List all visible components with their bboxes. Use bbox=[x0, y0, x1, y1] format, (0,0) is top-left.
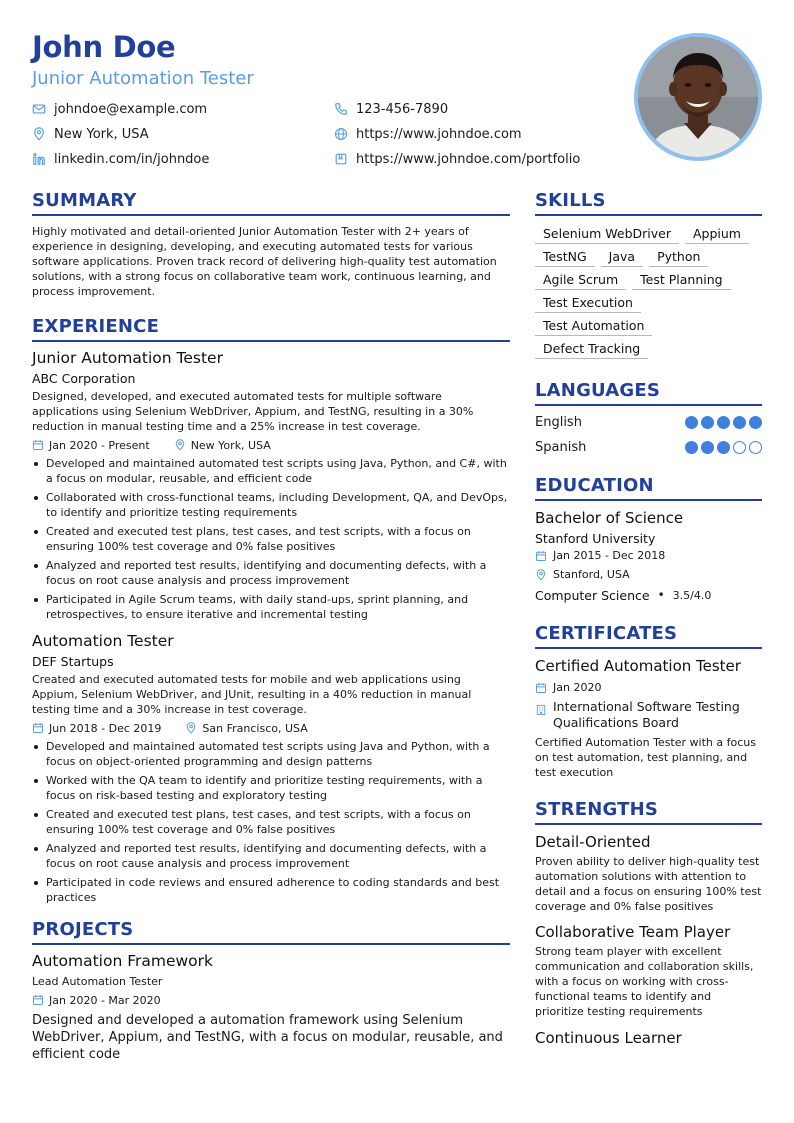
project-role: Lead Automation Tester bbox=[32, 975, 163, 988]
list-item: Developed and maintained automated test scripts using Java and Python, with a focus on object-oriented programming and design patterns bbox=[32, 739, 510, 769]
contact-portfolio-text: https://www.johndoe.com/portfolio bbox=[356, 151, 581, 167]
experience-item bbox=[32, 349, 510, 622]
education-degree: Bachelor of Science bbox=[535, 509, 684, 527]
certificate-issuer: International Software Testing Qualifications Board bbox=[535, 699, 762, 731]
map-pin-icon bbox=[32, 127, 46, 141]
contact-email-text: johndoe@example.com bbox=[54, 101, 208, 117]
skill-tag: Python bbox=[649, 247, 708, 267]
candidate-title: Junior Automation Tester bbox=[32, 68, 254, 89]
map-pin-icon bbox=[185, 722, 197, 734]
skill-tag: Test Planning bbox=[632, 270, 730, 290]
level-dot-filled bbox=[701, 416, 714, 429]
list-item: Developed and maintained automated test scripts using Java, Python, and C#, with a focus on modular, reusable, and efficient code bbox=[32, 456, 510, 486]
list-item: Worked with the QA team to identify and prioritize testing requirements, with a focus on risk-based testing and exploratory testing bbox=[32, 773, 510, 803]
summary-heading: SUMMARY bbox=[32, 190, 510, 216]
left-column bbox=[32, 190, 510, 1063]
education-field-row bbox=[535, 585, 762, 605]
job-title: Junior Automation Tester bbox=[32, 349, 223, 367]
job-location: San Francisco, USA bbox=[185, 722, 307, 735]
languages-heading: LANGUAGES bbox=[535, 380, 762, 406]
education-school: Stanford University bbox=[535, 531, 656, 546]
job-description: Designed, developed, and executed automated tests for multiple software applications using Selenium WebDriver, Appium, and TestNG, resulting in a 30% reduction in manual testing time and a 25% increase in test coverage. bbox=[32, 390, 474, 433]
job-bullets bbox=[32, 456, 510, 622]
list-item: Created and executed test plans, test cases, and test scripts, with a focus on ensuring 100% test coverage and 0% false positives bbox=[32, 524, 510, 554]
list-item: Participated in code reviews and ensured adherence to coding standards and best practices bbox=[32, 875, 510, 905]
contact-website[interactable] bbox=[334, 125, 522, 143]
contact-email[interactable] bbox=[32, 100, 207, 118]
certificate-item bbox=[535, 657, 762, 780]
language-row bbox=[535, 435, 762, 460]
job-bullets bbox=[32, 739, 510, 905]
language-level bbox=[685, 441, 762, 454]
education-field: Computer Science bbox=[535, 587, 650, 603]
level-dot-filled bbox=[701, 441, 714, 454]
calendar-icon bbox=[32, 722, 44, 734]
language-row bbox=[535, 410, 762, 435]
job-description: Created and executed automated tests for mobile and web applications using Appium, Selenium WebDriver, and JUnit, resulting in a 40% reduction in manual testing time and a 30% increase in test coverage. bbox=[32, 673, 472, 716]
language-name: Spanish bbox=[535, 440, 587, 455]
certificate-description: Certified Automation Tester with a focus on test automation, test planning, and test execution bbox=[535, 736, 756, 779]
calendar-icon bbox=[32, 994, 44, 1006]
level-dot-filled bbox=[685, 441, 698, 454]
level-dot-filled bbox=[717, 416, 730, 429]
skill-tag: Agile Scrum bbox=[535, 270, 626, 290]
strength-text: Proven ability to deliver high-quality test automation solutions with attention to detail and a focus on ensuring 100% test coverage and 0% false positives bbox=[535, 855, 762, 913]
skill-tag: Test Execution bbox=[535, 293, 641, 313]
skill-tag: Java bbox=[601, 247, 643, 267]
certificate-date: Jan 2020 bbox=[535, 678, 762, 697]
job-dates: Jun 2018 - Dec 2019 bbox=[32, 722, 161, 735]
profile-photo bbox=[634, 33, 762, 161]
job-meta bbox=[32, 720, 510, 736]
language-level bbox=[685, 416, 762, 429]
mail-icon bbox=[32, 102, 46, 116]
project-meta bbox=[32, 992, 510, 1008]
bookmark-icon bbox=[334, 152, 348, 166]
education-item bbox=[535, 509, 762, 605]
level-dot-filled bbox=[733, 416, 746, 429]
strength-title: Continuous Learner bbox=[535, 1029, 682, 1047]
list-item: Collaborated with cross-functional teams, including Development, QA, and DevOps, to identify and prioritize testing requirements bbox=[32, 490, 510, 520]
strength-item bbox=[535, 1029, 762, 1047]
summary-text: Highly motivated and detail-oriented Junior Automation Tester with 2+ years of experience in designing, developing, and executing automated tests for various software applications. Proven track record of delivering high-quality test automation solutions, with a strong focus on collaborative team work, continuous learning, and process improvement. bbox=[32, 225, 497, 298]
separator-dot: • bbox=[657, 588, 665, 602]
certificate-name: Certified Automation Tester bbox=[535, 657, 741, 675]
experience-heading: EXPERIENCE bbox=[32, 316, 510, 342]
level-dot-filled bbox=[685, 416, 698, 429]
list-item: Analyzed and reported test results, identifying and documenting defects, with a focus on root cause analysis and process improvement bbox=[32, 558, 510, 588]
contact-portfolio[interactable] bbox=[334, 150, 580, 168]
contact-linkedin-text: linkedin.com/in/johndoe bbox=[54, 151, 210, 167]
contact-location-text: New York, USA bbox=[54, 126, 149, 142]
map-pin-icon bbox=[174, 439, 186, 451]
calendar-icon bbox=[32, 439, 44, 451]
level-dot-empty bbox=[733, 441, 746, 454]
projects-heading: PROJECTS bbox=[32, 919, 510, 945]
list-item: Created and executed test plans, test cases, and test scripts, with a focus on ensuring 100% test coverage and 0% false positives bbox=[32, 807, 510, 837]
strength-item bbox=[535, 833, 762, 914]
skill-tag: Selenium WebDriver bbox=[535, 224, 679, 244]
project-description: Designed and developed a automation framework using Selenium WebDriver, Appium, and TestNG, with a focus on modular, reusable, and efficient code bbox=[32, 1013, 503, 1062]
skill-tag: Test Automation bbox=[535, 316, 652, 336]
contact-location bbox=[32, 125, 149, 143]
job-dates: Jan 2020 - Present bbox=[32, 439, 150, 452]
skill-tag: Defect Tracking bbox=[535, 339, 648, 359]
project-item bbox=[32, 952, 510, 1063]
strength-title: Collaborative Team Player bbox=[535, 923, 731, 941]
education-gpa: 3.5/4.0 bbox=[672, 588, 712, 602]
map-pin-icon bbox=[535, 569, 547, 581]
calendar-icon bbox=[535, 550, 547, 562]
experience-item bbox=[32, 632, 510, 905]
job-meta bbox=[32, 437, 510, 453]
level-dot-filled bbox=[717, 441, 730, 454]
job-title: Automation Tester bbox=[32, 632, 174, 650]
building-icon bbox=[535, 704, 547, 716]
contact-phone[interactable] bbox=[334, 100, 448, 118]
languages-list bbox=[535, 410, 762, 460]
candidate-name: John Doe bbox=[32, 30, 176, 64]
strength-item bbox=[535, 923, 762, 1019]
right-column bbox=[535, 190, 762, 1047]
education-location: Stanford, USA bbox=[535, 565, 762, 584]
project-dates: Jan 2020 - Mar 2020 bbox=[32, 994, 161, 1007]
job-location: New York, USA bbox=[174, 439, 271, 452]
project-title: Automation Framework bbox=[32, 952, 214, 970]
skill-tag: TestNG bbox=[535, 247, 595, 267]
contact-website-text: https://www.johndoe.com bbox=[356, 126, 522, 142]
strength-title: Detail-Oriented bbox=[535, 833, 651, 851]
certificates-heading: CERTIFICATES bbox=[535, 623, 762, 649]
job-company: ABC Corporation bbox=[32, 371, 136, 386]
strength-text: Strong team player with excellent communication and collaboration skills, with a focus on working with cross-functional teams to identify and prioritize testing requirements bbox=[535, 945, 754, 1018]
strengths-heading: STRENGTHS bbox=[535, 799, 762, 825]
globe-icon bbox=[334, 127, 348, 141]
level-dot-filled bbox=[749, 416, 762, 429]
linkedin-icon bbox=[32, 152, 46, 166]
skills-list bbox=[535, 224, 762, 362]
list-item: Analyzed and reported test results, identifying and documenting defects, with a focus on root cause analysis and process improvement bbox=[32, 841, 510, 871]
skill-tag: Appium bbox=[685, 224, 749, 244]
avatar-portrait-icon bbox=[638, 37, 758, 157]
phone-icon bbox=[334, 102, 348, 116]
language-name: English bbox=[535, 415, 582, 430]
contact-linkedin[interactable] bbox=[32, 150, 209, 168]
calendar-icon bbox=[535, 682, 547, 694]
skills-heading: SKILLS bbox=[535, 190, 762, 216]
education-dates: Jan 2015 - Dec 2018 bbox=[535, 546, 762, 565]
contact-phone-text: 123-456-7890 bbox=[356, 101, 449, 117]
education-heading: EDUCATION bbox=[535, 475, 762, 501]
job-company: DEF Startups bbox=[32, 654, 114, 669]
level-dot-empty bbox=[749, 441, 762, 454]
list-item: Participated in Agile Scrum teams, with daily stand-ups, sprint planning, and retrospectives, to ensure iterative and incremental testing bbox=[32, 592, 510, 622]
